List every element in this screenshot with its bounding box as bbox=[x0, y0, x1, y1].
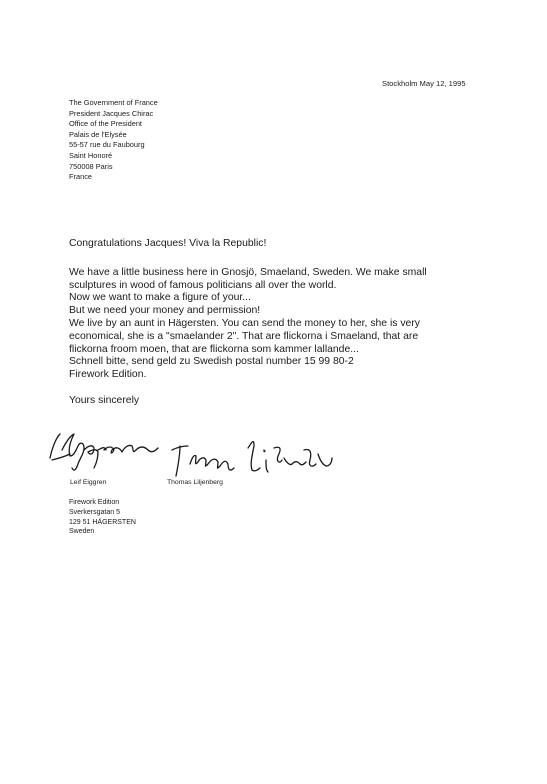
signature-thomas bbox=[172, 442, 332, 476]
sender-line: Sweden bbox=[69, 528, 95, 536]
addressee-line: The Government of France bbox=[69, 98, 158, 107]
body-line: Firework Edition. bbox=[69, 369, 147, 381]
sender-line: Firework Edition bbox=[69, 499, 120, 506]
addressee-line: 55-57 rue du Faubourg bbox=[69, 140, 145, 150]
body-line: flickorna froom moen, that are flickorna som kammer lallande... bbox=[69, 343, 359, 355]
signature-leif bbox=[50, 434, 158, 470]
sender-line: 129 51 HÄGERSTEN bbox=[69, 518, 136, 526]
body-line: economical, she is a "smaelander 2". That are flickorna i Smaeland, that are bbox=[69, 330, 419, 342]
body-line: We have a little business here in Gnosjö, Smaeland, Sweden. We make small bbox=[69, 266, 427, 278]
greeting: Congratulations Jacques! Viva la Republic! bbox=[69, 238, 267, 249]
signer-name-thomas: Thomas Liljenberg bbox=[167, 479, 223, 486]
closing: Yours sincerely bbox=[69, 394, 140, 406]
addressee-line: Saint Honoré bbox=[69, 150, 113, 160]
sender-block bbox=[69, 498, 136, 537]
addressee-line: France bbox=[69, 172, 93, 182]
body-line: We live by an aunt in Hägersten. You can send the money to her, she is very bbox=[69, 317, 420, 329]
addressee-block bbox=[69, 98, 158, 183]
letter-body bbox=[69, 238, 427, 407]
sender-line: Sverkersgatan 5 bbox=[69, 508, 120, 516]
letter-date: Stockholm May 12, 1995 bbox=[382, 79, 466, 88]
addressee-line: Palais de l'Elysée bbox=[69, 129, 127, 139]
body-line: Now we want to make a figure of your... bbox=[69, 292, 251, 304]
body-line: sculptures in wood of famous politicians all over the world. bbox=[69, 279, 337, 291]
body-line: But we need your money and permission! bbox=[69, 305, 261, 317]
signer-name-leif: Leif Eiggren bbox=[70, 479, 107, 486]
body-line: Schnell bitte, send geld zu Swedish postal number 15 99 80-2 bbox=[69, 356, 354, 368]
addressee-line: 750008 Paris bbox=[69, 161, 113, 171]
addressee-line: Office of the President bbox=[69, 119, 142, 129]
addressee-line: President Jacques Chirac bbox=[69, 108, 154, 118]
handwritten-signatures bbox=[40, 420, 420, 500]
